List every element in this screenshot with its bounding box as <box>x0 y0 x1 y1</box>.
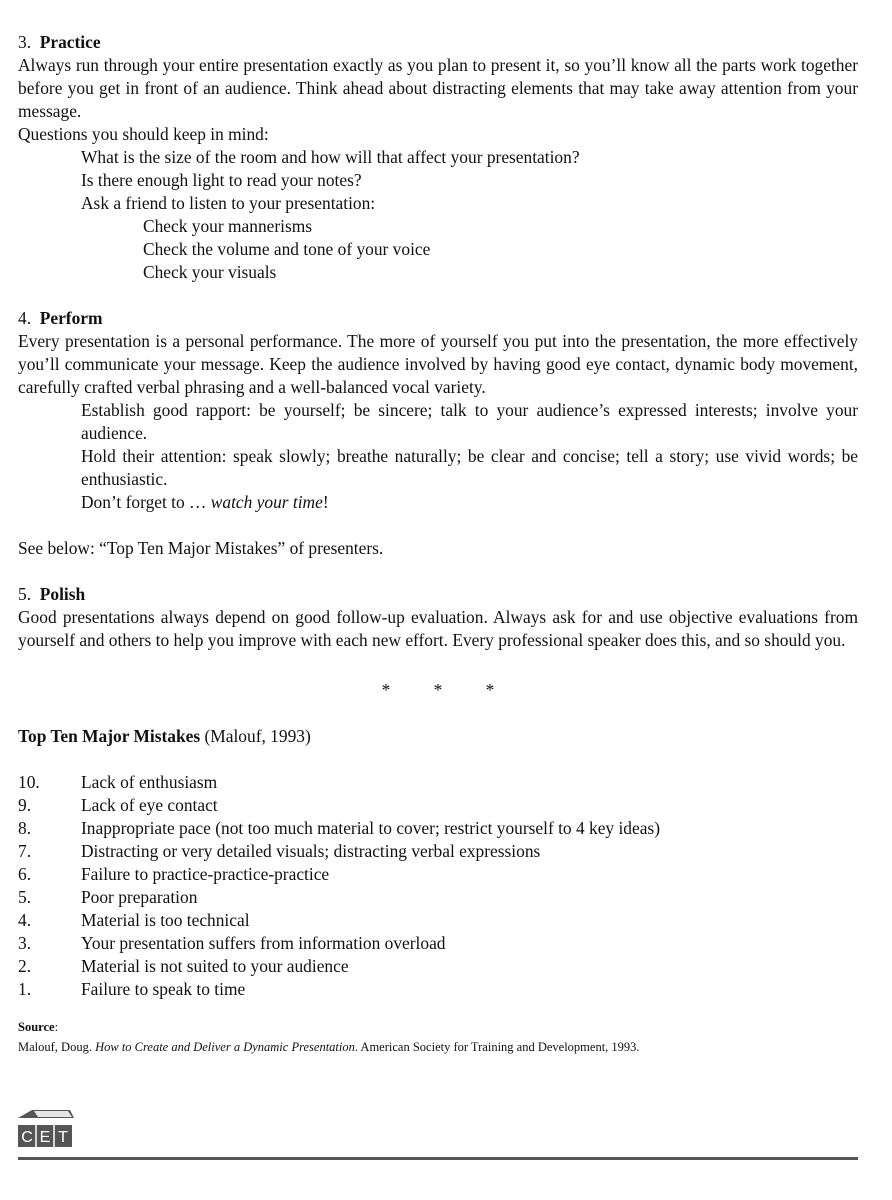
source-publisher: . American Society for Training and Development, 1993. <box>354 1040 640 1054</box>
list-item-number: 2. <box>18 956 32 976</box>
list-item-text: Your presentation suffers from information overload <box>81 933 446 953</box>
list-item-text: Material is too technical <box>81 910 250 930</box>
check-item: Check your mannerisms <box>143 216 313 236</box>
section-title: Polish <box>39 584 86 604</box>
list-item-number: 7. <box>18 841 32 861</box>
section-number: 4. <box>18 308 32 328</box>
check-item: Check your visuals <box>143 262 277 282</box>
questions-label: Questions you should keep in mind: <box>18 124 269 144</box>
source-block <box>18 1017 858 1057</box>
check-item: Check the volume and tone of your voice <box>143 239 431 259</box>
logo-letter: E <box>39 1129 51 1146</box>
list-item <box>18 771 858 794</box>
section-title: Practice <box>39 32 101 52</box>
source-citation <box>18 1037 858 1057</box>
list-item <box>18 817 858 840</box>
list-item-number: 1. <box>18 979 32 999</box>
separator-star: * <box>433 680 443 700</box>
list-item <box>18 840 858 863</box>
section-heading-polish <box>18 583 858 606</box>
footer-rule <box>18 1157 858 1160</box>
dont-forget-line <box>81 491 858 514</box>
question-item: Ask a friend to listen to your presentation: <box>81 193 376 213</box>
list-item <box>18 932 858 955</box>
see-below-note: See below: “Top Ten Major Mistakes” of presenters. <box>18 538 384 558</box>
cet-logo <box>18 1108 74 1148</box>
list-item-text: Poor preparation <box>81 887 198 907</box>
mistakes-citation: (Malouf, 1993) <box>200 726 311 746</box>
list-item-number: 9. <box>18 795 32 815</box>
source-author: Malouf, Doug. <box>18 1040 96 1054</box>
source-book-title: How to Create and Deliver a Dynamic Presentation <box>95 1040 355 1054</box>
list-item <box>18 863 858 886</box>
list-item-number: 8. <box>18 818 32 838</box>
tip-item: Establish good rapport: be yourself; be sincere; talk to your audience’s expressed interests; involve your audience. <box>81 400 858 443</box>
separator-star: * <box>381 680 391 700</box>
section-heading-practice <box>18 31 858 54</box>
list-item-number: 4. <box>18 910 32 930</box>
dont-forget-suffix: ! <box>322 492 329 512</box>
dont-forget-emphasis: watch your time <box>210 492 323 512</box>
dont-forget-prefix: Don’t forget to … <box>81 492 211 512</box>
tip-item: Hold their attention: speak slowly; breathe naturally; be clear and concise; tell a story; use vivid words; be enthusiastic. <box>81 446 858 489</box>
separator-star: * <box>485 680 495 700</box>
polish-body: Good presentations always depend on good follow-up evaluation. Always ask for and use objective evaluations from yourself and others to help you improve with each new effort. Every professional speaker does this, and so should you. <box>18 607 858 650</box>
list-item-text: Material is not suited to your audience <box>81 956 349 976</box>
section-heading-perform <box>18 307 858 330</box>
list-item-text: Failure to speak to time <box>81 979 246 999</box>
section-number: 3. <box>18 32 32 52</box>
question-item: What is the size of the room and how will that affect your presentation? <box>81 147 580 167</box>
list-item <box>18 909 858 932</box>
list-item-text: Inappropriate pace (not too much material to cover; restrict yourself to 4 key ideas) <box>81 818 660 838</box>
source-label: Source <box>18 1020 55 1034</box>
list-item-text: Lack of eye contact <box>81 795 218 815</box>
mistakes-list <box>18 771 858 1001</box>
list-item-number: 3. <box>18 933 32 953</box>
mistakes-title: Top Ten Major Mistakes <box>18 726 201 746</box>
section-title: Perform <box>39 308 103 328</box>
section-separator <box>18 675 858 702</box>
perform-body: Every presentation is a personal performance. The more of yourself you put into the presentation, the more effectively you’ll communicate your message. Keep the audience involved by having good eye contact, dynamic body movement, carefully crafted verbal phrasing and a well-balanced vocal variety. <box>18 331 858 397</box>
list-item <box>18 886 858 909</box>
section-number: 5. <box>18 584 32 604</box>
list-item <box>18 955 858 978</box>
list-item-text: Lack of enthusiasm <box>81 772 218 792</box>
list-item-number: 6. <box>18 864 32 884</box>
practice-body: Always run through your entire presentation exactly as you plan to present it, so you’ll know all the parts work together before you get in front of an audience. Think ahead about distracting elements that may take away attention from your message. <box>18 55 858 121</box>
question-item: Is there enough light to read your notes? <box>81 170 362 190</box>
list-item <box>18 978 858 1001</box>
list-item-text: Distracting or very detailed visuals; distracting verbal expressions <box>81 841 541 861</box>
mistakes-heading <box>18 725 858 748</box>
logo-letter: C <box>21 1129 33 1146</box>
document-page <box>18 31 858 1057</box>
list-item <box>18 794 858 817</box>
logo-letter: T <box>58 1129 68 1146</box>
logo-roof-highlight <box>34 1111 72 1117</box>
source-label-line: Source: <box>18 1020 59 1034</box>
list-item-number: 5. <box>18 887 32 907</box>
list-item-text: Failure to practice-practice-practice <box>81 864 330 884</box>
list-item-number: 10. <box>18 772 40 792</box>
